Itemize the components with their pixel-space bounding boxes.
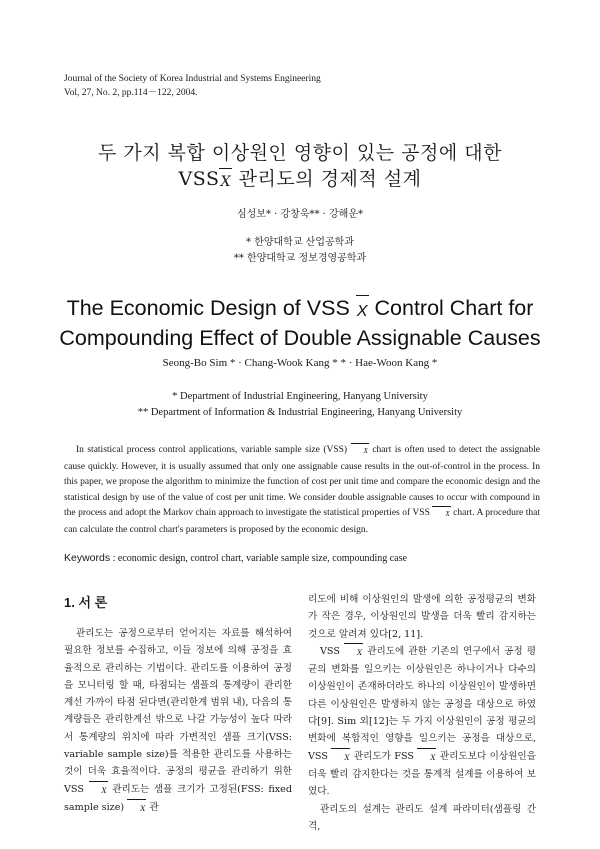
body-paragraph bbox=[308, 643, 536, 801]
abstract-paragraph bbox=[64, 443, 540, 539]
body-paragraph bbox=[64, 625, 292, 817]
journal-name: Journal of the Society of Korea Industrial and Systems Engineering bbox=[64, 74, 321, 84]
english-authors: Seong-Bo Sim * · Chang-Wook Kang * * · Hae-Woon Kang * bbox=[162, 357, 438, 369]
keywords bbox=[64, 552, 407, 564]
english-affiliation-2: ** Department of Information & Industrial Engineering, Hanyang University bbox=[137, 407, 463, 418]
body-text: 관리도는 공정으로부터 얻어지는 자료를 해석하여 필요한 정보를 수집하고, 이들 정보에 의해 공정을 효율적으로 관리하는 기법이다. 관리도를 이용하여 공정을 모니터링 할 때, 타점되는 샘플의 통계량이 관리한계선 가까이 타점 된다면(관리한계 범위 내), 다음의 통계량들은 관리한계선 밖으로 나갈 가능성이 높다 따라서 통계량의 위치에 따라 가변적인 샘플 크기(VSS: variable sample size)를 적용한 관리도를 사용하는 것이 더욱 효율적이다. 공정의 평균을 관리하기 위한 VSS bbox=[64, 628, 292, 795]
journal-header bbox=[64, 72, 321, 100]
korean-affiliation-2: ** 한양대학교 정보경영공학과 bbox=[233, 253, 367, 264]
xbar-symbol: X bbox=[127, 800, 146, 817]
abstract-part3: chart. A procedure that can calculate the control chart's parameters is proposed by the economic design. bbox=[64, 508, 540, 535]
korean-authors: 심성보* · 강창욱** · 강해운* bbox=[236, 209, 363, 220]
korean-affiliation-1: * 한양대학교 산업공학과 bbox=[246, 237, 354, 248]
english-title-post: Control Chart for bbox=[374, 296, 534, 320]
body-text: 관리도는 샘플 크기가 고정된(FSS: fixed sample size) bbox=[64, 783, 292, 813]
abstract-part1: In statistical process control applications, variable sample size (VSS) bbox=[76, 445, 348, 455]
english-title-pre: The Economic Design of VSS bbox=[66, 296, 350, 320]
journal-volume: Vol, 27, No. 2, pp.114－122, 2004. bbox=[64, 88, 198, 98]
keywords-label: Keywords bbox=[64, 552, 111, 564]
body-text: 관리도보다 이상원인을 더욱 빨리 감지한다는 것을 통계적 설계를 이용하여 보였다. bbox=[308, 750, 536, 798]
body-text: VSS bbox=[320, 645, 340, 657]
xbar-symbol: X bbox=[344, 644, 363, 661]
body-text: 관리도가 FSS bbox=[353, 750, 414, 762]
body-text: 관 bbox=[149, 801, 159, 813]
body-paragraph: 리도에 비해 이상원인의 발생에 의한 공정평균의 변화가 작은 경우, 이상원인의 발생을 더욱 빨리 감지하는 것으로 알려져 있다[2, 11]. bbox=[308, 594, 536, 640]
xbar-symbol: X bbox=[331, 749, 350, 766]
body-text: 관리도에 관한 기존의 연구에서 공정 평균의 변화를 일으키는 이상원인은 하나이거나 다수의 이상원인이 존재하더라도 하나의 이상원인이 발생하면 다른 이상원인은 발생하지 않는 공정을 대상으로 하였다[9]. Sim 외[12]는 두 가지 이상원인이 공정 평균의 변화에 복합적인 영향을 일으키는 공정을 대상으로, VSS bbox=[308, 645, 537, 762]
abstract bbox=[64, 443, 540, 539]
abstract-part2: chart is often used to detect the assignable cause quickly. However, it is usually assumed that only one assignable cause results in the out-of-control in the process. In this paper, we propose the algorithm to minimize the function of cost per unit time and compare the economic design and the statistical design by use of the value of cost per unit time. We consider double assignable causes to occur with compound in the process and adopt the Markov chain approach to investigate the statistical properties of VSS bbox=[64, 445, 540, 519]
keywords-text: : economic design, control chart, variable sample size, compounding case bbox=[112, 553, 407, 564]
xbar-symbol: X bbox=[89, 782, 108, 799]
body-column-left bbox=[64, 594, 292, 817]
xbar-symbol: X bbox=[356, 296, 369, 326]
body-column-right bbox=[308, 591, 536, 835]
english-affiliation-1: * Department of Industrial Engineering, Hanyang University bbox=[172, 391, 428, 402]
xbar-symbol: X bbox=[351, 444, 369, 460]
section-heading: 1. 서 론 bbox=[64, 595, 108, 610]
korean-title-line1: 두 가지 복합 이상원인 영향이 있는 공정에 대한 bbox=[97, 142, 502, 164]
english-title-line1 bbox=[0, 293, 600, 326]
korean-title-line2 bbox=[0, 166, 600, 195]
english-title-line2: Compounding Effect of Double Assignable Causes bbox=[59, 326, 541, 350]
xbar-symbol: X bbox=[432, 507, 450, 523]
body-paragraph: 관리도의 설계는 관리도 설계 파라미터(샘플링 간격, bbox=[308, 803, 536, 832]
korean-title-vss: VSS bbox=[178, 168, 220, 190]
xbar-symbol: X bbox=[219, 169, 232, 195]
korean-title-rest: 관리도의 경제적 설계 bbox=[238, 168, 422, 190]
xbar-symbol: X bbox=[417, 749, 436, 766]
